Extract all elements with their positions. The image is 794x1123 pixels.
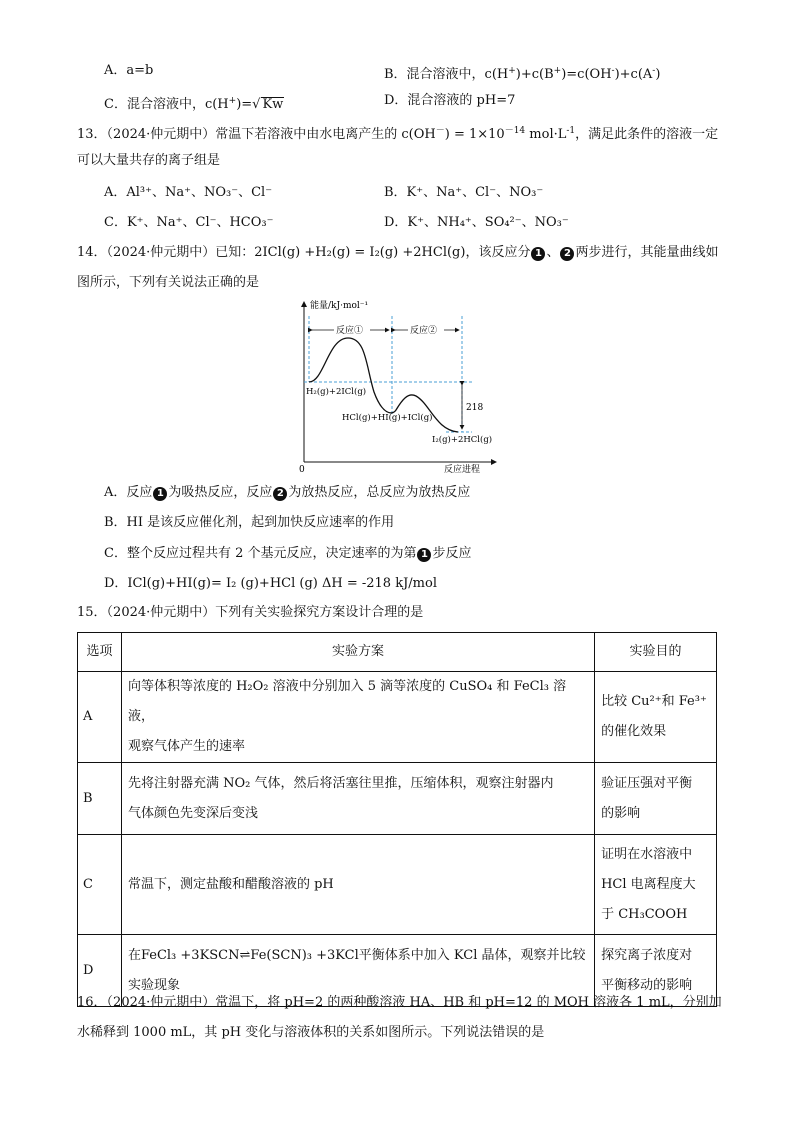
- q12-option-d: D．混合溶液的 pH=7: [384, 93, 516, 108]
- q13-option-b: B．K⁺、Na⁺、Cl⁻、NO₃⁻: [384, 185, 544, 200]
- energy-diagram: [296, 296, 502, 476]
- table-row: [78, 763, 717, 835]
- origin-label: 0: [299, 465, 305, 475]
- header-plan: 实验方案: [121, 633, 594, 672]
- q13-option-d: D．K⁺、NH₄⁺、SO₄²⁻、NO₃⁻: [384, 215, 569, 230]
- q14-stem-line1: 14．（2024·仲元期中）已知：2ICl(g) +H₂(g) = I₂(g) +2HCl(g)，该反应分 1 、 2 两步进行，其能量曲线如: [77, 245, 719, 260]
- header-option: 选项: [78, 633, 122, 672]
- q14-option-d: D．ICl(g)+HI(g)= I₂ (g)+HCl (g) ΔH = -218 kJ/mol: [104, 576, 437, 591]
- x-axis-label: 反应进程: [444, 465, 481, 475]
- row-goal: 证明在水溶液中 HCl 电离程度大 于 CH₃COOH: [595, 835, 717, 935]
- row-goal: 验证压强对平衡 的影响: [595, 763, 717, 835]
- circled-2-icon: 2: [273, 487, 287, 501]
- q14-option-a: A．反应 1 为吸热反应，反应 2 为放热反应，总反应为放热反应: [104, 485, 471, 500]
- level2-label: HCl(g)+HI(g)+ICl(g): [342, 413, 433, 423]
- level1-label: H₂(g)+2ICl(g): [306, 387, 367, 397]
- experiment-table: [77, 632, 717, 1007]
- row-goal: 比较 Cu²⁺和 Fe³⁺ 的催化效果: [595, 672, 717, 763]
- circled-1-icon: 1: [417, 548, 431, 562]
- circled-2-icon: 2: [560, 247, 574, 261]
- circled-1-icon: 1: [531, 247, 545, 261]
- q13-option-a: A．Al³⁺、Na⁺、NO₃⁻、Cl⁻: [104, 185, 273, 200]
- row-goal: 探究离子浓度对 平衡移动的影响: [595, 935, 717, 1007]
- table-row: [78, 672, 717, 763]
- step1-label: 反应①: [336, 326, 364, 336]
- sqrt-kw: Kw: [262, 97, 284, 112]
- q12-option-a: A．a=b: [104, 63, 154, 78]
- q12-option-c: C．混合溶液中，c(H+)=√ Kw: [104, 96, 284, 112]
- row-plan: 常温下，测定盐酸和醋酸溶液的 pH: [121, 835, 594, 935]
- q13-option-c: C．K⁺、Na⁺、Cl⁻、HCO₃⁻: [104, 215, 274, 230]
- q15-stem: 15．（2024·仲元期中）下列有关实验探究方案设计合理的是: [77, 605, 424, 620]
- row-plan: 在FeCl₃ +3KSCN⇌Fe(SCN)₃ +3KCl平衡体系中加入 KCl 晶体，观察并比较 实验现象: [121, 935, 594, 1007]
- q14-option-c: C．整个反应过程共有 2 个基元反应，决定速率的为第 1 步反应: [104, 546, 472, 561]
- row-plan: 先将注射器充满 NO₂ 气体，然后将活塞往里推，压缩体积，观察注射器内 气体颜色先变深后变浅: [121, 763, 594, 835]
- q14-option-b: B．HI 是该反应催化剂，起到加快反应速率的作用: [104, 515, 395, 530]
- table-row: [78, 835, 717, 935]
- q13-stem-line1: 13．（2024·仲元期中）常温下若溶液中由水电离产生的 $c(OH^-) = 1\times 10^{-14}$ $mol\cdot L^{-1}$，满足此条件的溶液一定: [77, 126, 719, 142]
- delta-label: 218: [466, 403, 484, 413]
- row-option: B: [78, 763, 122, 835]
- row-option: D: [78, 935, 122, 1007]
- y-axis-label: 能量/kJ·mol⁻¹: [310, 301, 369, 311]
- row-option: A: [78, 672, 122, 763]
- header-goal: 实验目的: [595, 633, 717, 672]
- step2-label: 反应②: [410, 326, 438, 336]
- q13-stem-line2: 可以大量共存的离子组是: [77, 153, 221, 168]
- row-option: C: [78, 835, 122, 935]
- q16-stem-line1: 16．（2024·仲元期中）常温下，将 pH=2 的两种酸溶液 HA、HB 和 pH=12 的 MOH 溶液各 1 mL，分别加: [77, 995, 722, 1010]
- table-header-row: [78, 633, 717, 672]
- row-plan: 向等体积等浓度的 H₂O₂ 溶液中分别加入 5 滴等浓度的 CuSO₄ 和 FeCl₃ 溶液， 观察气体产生的速率: [121, 672, 594, 763]
- q12-option-b: B．混合溶液中，c(H+)+c(B+)=c(OH-)+c(A-): [384, 66, 661, 82]
- q16-stem-line2: 水稀释到 1000 mL，其 pH 变化与溶液体积的关系如图所示。下列说法错误的是: [77, 1025, 545, 1040]
- level3-label: I₂(g)+2HCl(g): [432, 435, 493, 445]
- q14-stem-line2: 图所示，下列有关说法正确的是: [77, 275, 260, 290]
- circled-1-icon: 1: [153, 487, 167, 501]
